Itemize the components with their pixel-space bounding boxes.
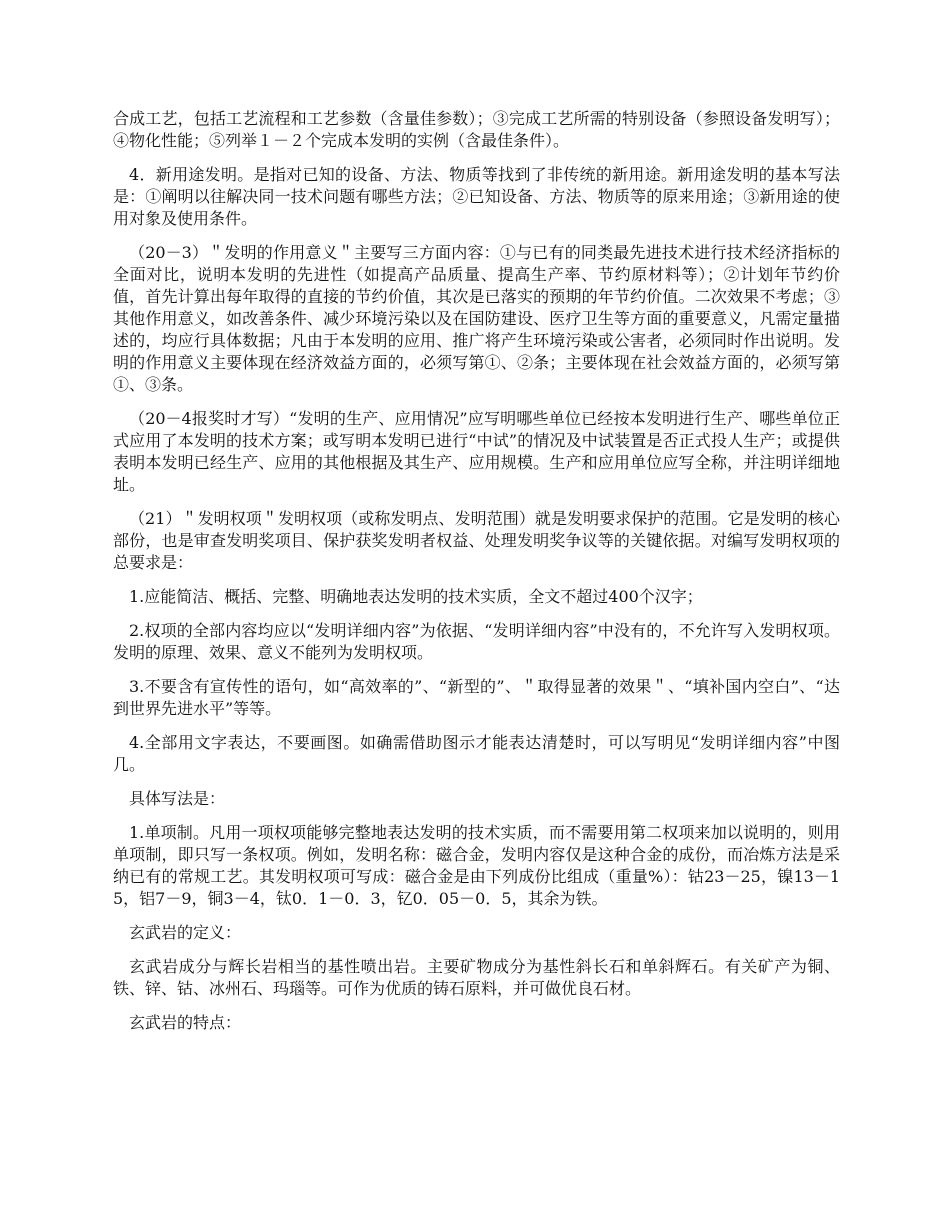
paragraph-new-use-invention: 4．新用途发明。是指对已知的设备、方法、物质等找到了非传统的新用途。新用途发明的基本写法是：①阐明以往解决同一技术问题有哪些方法；②已知设备、方法、物质等的原来用途；③新用途的使用对象及使用条件。 (113, 165, 840, 228)
paragraph-specific-writing: 具体写法是： (129, 789, 226, 808)
paragraph-invention-claims: （21）＂发明权项＂发明权项（或称发明点、发明范围）就是发明要求保护的范围。它是发明的核心部份，也是审查发明奖项目、保护获奖发明者权益、处理发明奖争议等的关键依据。对编写发明权项的总要求是： (113, 509, 840, 572)
paragraph-claims-rule-1: 1.应能简洁、概括、完整、明确地表达发明的技术实质，全文不超过400个汉字； (129, 587, 703, 606)
document-body (113, 108, 840, 1046)
paragraph-basalt-definition-heading: 玄武岩的定义： (129, 923, 242, 942)
paragraph-claims-rule-3: 3.不要含有宣传性的语句，如“高效率的”、“新型的”、＂取得显著的效果＂、“填补国内空白”、“达到世界先进水平”等等。 (113, 677, 840, 718)
paragraph-synthesis-process: 合成工艺，包括工艺流程和工艺参数（含量佳参数）；③完成工艺所需的特别设备（参照设备发明写）；④物化性能；⑤列举１－２个完成本发明的实例（含最佳条件）。 (113, 109, 840, 150)
paragraph-basalt-definition: 玄武岩成分与辉长岩相当的基性喷出岩。主要矿物成分为基性斜长石和单斜辉石。有关矿产为铜、铁、锌、钴、冰州石、玛瑙等。可作为优质的铸石原料，并可做优良石材。 (113, 957, 840, 998)
paragraph-single-claim-system: 1.单项制。凡用一项权项能够完整地表达发明的技术实质，而不需要用第二权项来加以说明的，则用单项制，即只写一条权项。例如，发明名称：磁合金，发明内容仅是这种合金的成份，而冶炼方法是采纳已有的常规工艺。其发明权项可写成：磁合金是由下列成份比组成（重量%）：钴23－25，镍13－15，铝7－9，铜3－4，钛0．1－0．3，钇0．05－0．5，其余为铁。 (113, 823, 840, 908)
paragraph-basalt-features-heading: 玄武岩的特点： (129, 1013, 242, 1032)
paragraph-invention-significance: （20－3）＂发明的作用意义＂主要写三方面内容：①与已有的同类最先进技术进行技术经济指标的全面对比，说明本发明的先进性（如提高产品质量、提高生产率、节约原材料等）；②计划年节约价值，首先计算出每年取得的直接的节约价值，其次是已落实的预期的年节约价值。二次效果不考虑；③其他作用意义，如改善条件、减少环境污染以及在国防建设、医疗卫生等方面的重要意义，凡需定量描述的，均应行具体数据；凡由于本发明的应用、推广将产生环境污染或公害者，必须同时作出说明。发明的作用意义主要体现在经济效益方面的，必须写第①、②条；主要体现在社会效益方面的，必须写第①、③条。 (113, 243, 840, 394)
paragraph-claims-rule-2: 2.权项的全部内容均应以“发明详细内容”为依据、“发明详细内容”中没有的，不允许写入发明权项。发明的原理、效果、意义不能列为发明权项。 (113, 621, 840, 662)
paragraph-production-application: （20－4报奖时才写）“发明的生产、应用情况”应写明哪些单位已经按本发明进行生产、哪些单位正式应用了本发明的技术方案；或写明本发明已进行“中试”的情况及中试装置是否正式投人生产；或提供表明本发明已经生产、应用的其他根据及其生产、应用规模。生产和应用单位应写全称，并注明详细地址。 (113, 409, 840, 494)
paragraph-claims-rule-4: 4.全部用文字表达，不要画图。如确需借助图示才能表达清楚时，可以写明见“发明详细内容”中图几。 (113, 733, 840, 774)
